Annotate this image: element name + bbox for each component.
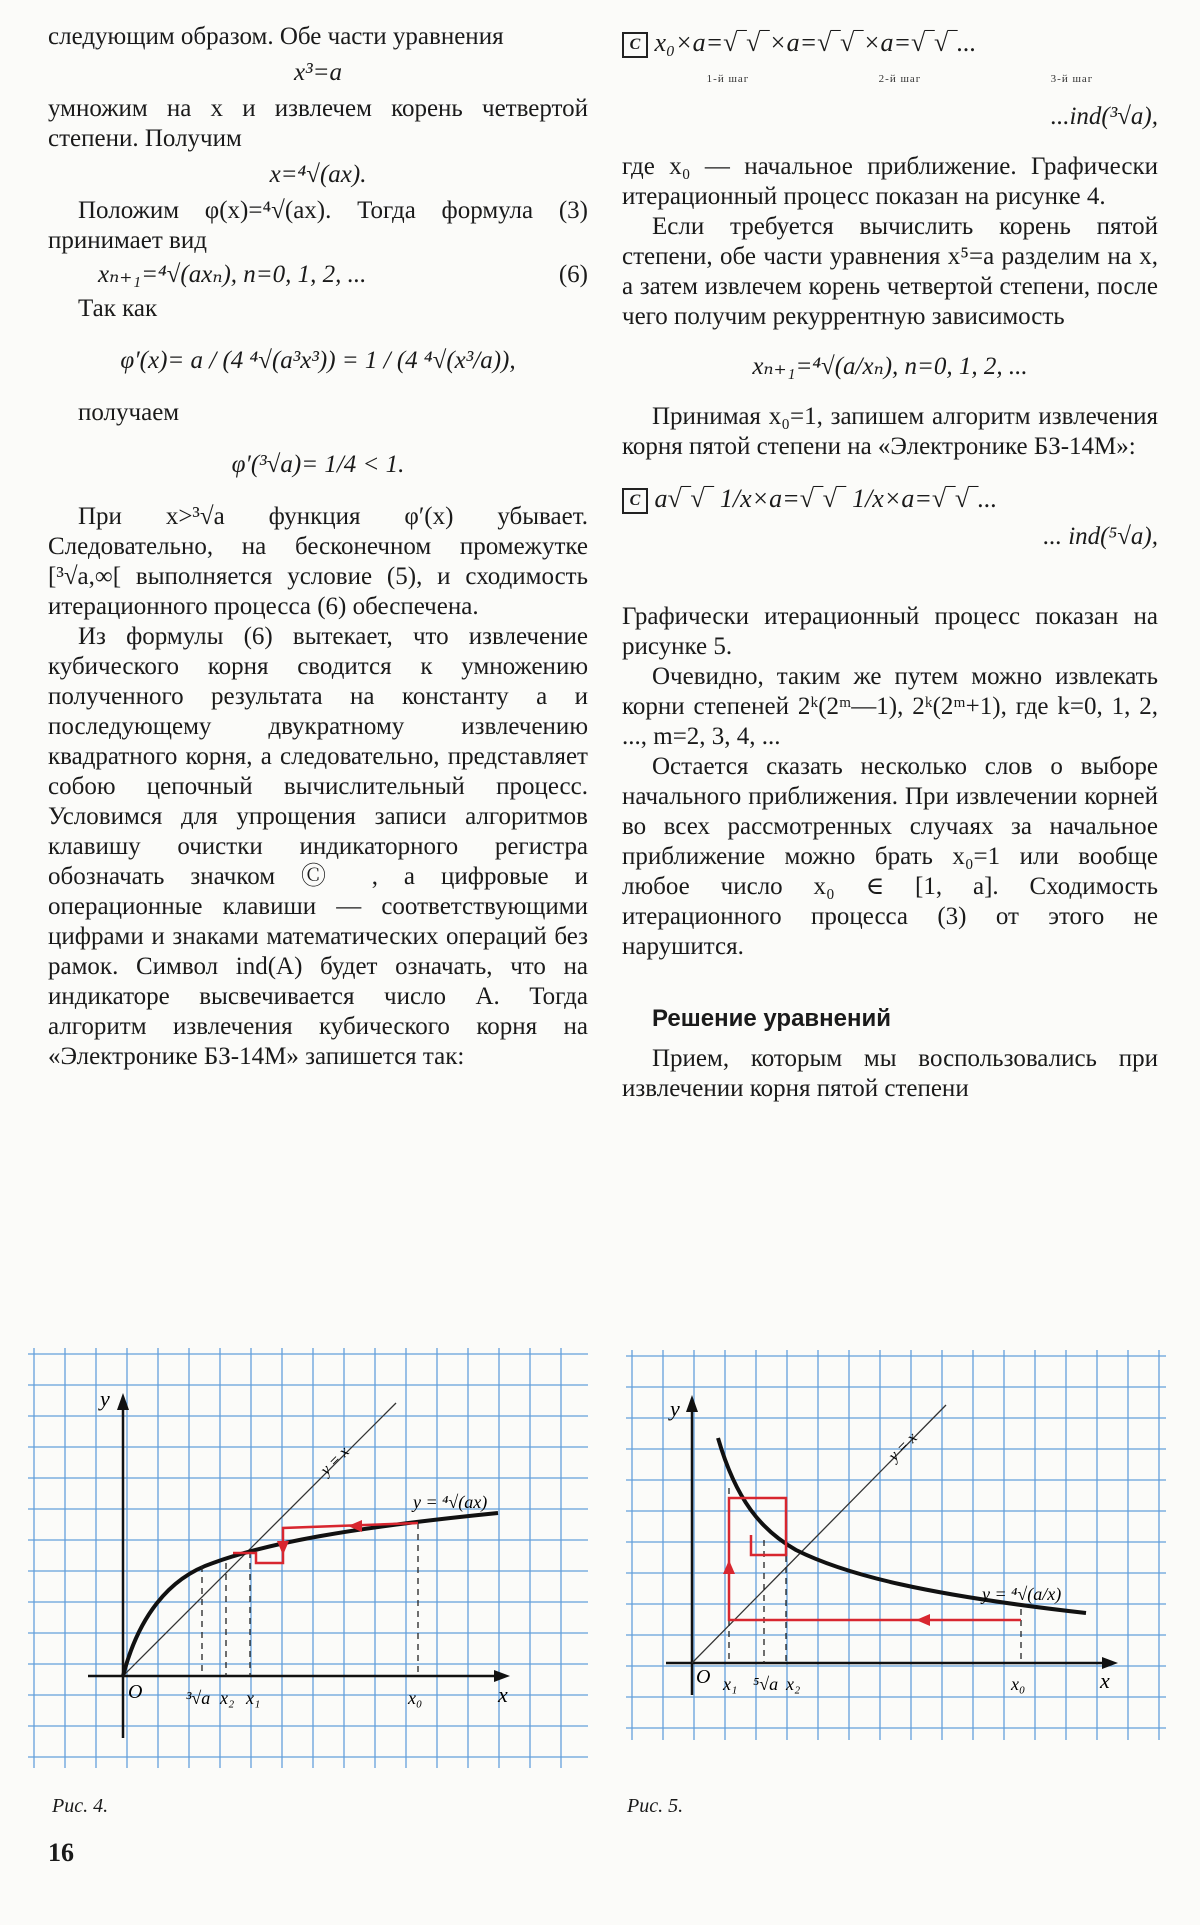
tick-label: ³√a bbox=[186, 1688, 211, 1708]
paragraph: получаем bbox=[78, 399, 180, 426]
paragraph: Если требуется вычислить корень пятой степени, обе части уравнения x⁵=a разделим на x, а затем извлечем корень четвертой степени, после чего получим рекуррентную зависимость bbox=[622, 213, 1158, 331]
paragraph: умножим на x и извлечем корень четвертой степени. Получим bbox=[48, 95, 588, 152]
axis-label: y bbox=[670, 1396, 680, 1421]
left-column bbox=[48, 22, 588, 1072]
arrow-icon bbox=[916, 1614, 930, 1626]
curve-label: y = ⁴√(ax) bbox=[413, 1492, 488, 1512]
algorithm-text: a√‾√‾ 1/x×a=√‾√‾ 1/x×a=√‾√‾... bbox=[654, 484, 998, 514]
formula: x³=a bbox=[294, 59, 342, 86]
paragraph: Так как bbox=[78, 295, 158, 322]
clear-key-icon: C bbox=[622, 488, 648, 514]
formula: φ′(x)= a / (4 ⁴√(a³x³)) = 1 / (4 ⁴√(x³/a)), bbox=[120, 347, 516, 374]
section-heading: Решение уравнений bbox=[652, 1005, 892, 1033]
step-label: 1-й шаг bbox=[706, 73, 750, 86]
formula: φ′(³√a)= 1/4 < 1. bbox=[231, 451, 405, 478]
tick-label: x₂ bbox=[786, 1674, 801, 1694]
paragraph: Положим φ(x)=⁴√(ax). Тогда формула (3) принимает вид bbox=[48, 197, 588, 254]
figure-caption: Рис. 4. bbox=[52, 1795, 109, 1817]
algorithm-result: ...ind(³√a), bbox=[1050, 103, 1158, 131]
line-label: y = x bbox=[317, 1443, 353, 1479]
right-column bbox=[622, 22, 1158, 1104]
line-label: y = x bbox=[885, 1429, 921, 1465]
algorithm-text: x₀×a=√‾√‾×a=√‾√‾×a=√‾√‾... bbox=[654, 28, 977, 57]
paragraph: Очевидно, таким же путем можно извлекать корни степеней 2ᵏ(2ᵐ—1), 2ᵏ(2ᵐ+1), где k=0, 1, 2, ..., m=2, 3, 4, ... bbox=[622, 663, 1158, 751]
paragraph: При x>³√a функция φ′(x) убывает. Следовательно, на бесконечном промежутке [³√a,∞[ выполняется условие (5), и сходимость итерационного процесса (6) обеспечена. bbox=[48, 503, 588, 620]
tick-label: x₀ bbox=[408, 1688, 423, 1708]
axis-label: y bbox=[100, 1386, 110, 1411]
y-axis-arrow-icon bbox=[686, 1395, 698, 1412]
tick-label: x₁ bbox=[723, 1674, 738, 1694]
formula: xₙ₊₁=⁴√(axₙ), n=0, 1, 2, ... bbox=[98, 261, 367, 288]
paragraph: где x₀ — начальное приближение. Графически итерационный процесс показан на рисунке 4. bbox=[622, 153, 1158, 211]
step-label: 2-й шаг bbox=[878, 73, 922, 86]
tick-label: ⁵√a bbox=[753, 1674, 779, 1694]
formula-numbered bbox=[98, 260, 588, 290]
figure-caption: Рис. 5. bbox=[627, 1795, 684, 1817]
clear-key-icon: C bbox=[622, 32, 648, 58]
paragraph: Принимая x₀=1, запишем алгоритм извлечения корня пятой степени на «Электронике БЗ-14М»: bbox=[622, 403, 1158, 461]
x-axis-arrow-icon bbox=[494, 1670, 510, 1682]
curve-label: y = ⁴√(a/x) bbox=[982, 1584, 1062, 1604]
step-label: 3-й шаг bbox=[1050, 73, 1094, 86]
paragraph: следующим образом. Обе части уравнения bbox=[48, 23, 504, 50]
paragraph: Прием, которым мы воспользовались при извлечении корня пятой степени bbox=[622, 1045, 1158, 1103]
formula: x=⁴√(ax). bbox=[269, 161, 367, 188]
paragraph: Из формулы (6) вытекает, что извлечение кубического корня сводится к умножению полученного результата на константу a и последующему двукратному извлечению квадратного корня, а следовательно, представляет собою цепочный вычислительный процесс. Условимся для упрощения записи алгоритмов клавишу очистки индикаторного регистра обозначать значком Ⓒ , а цифровые и операционные клавиши — соответствующими цифрами и знаками математических операций без рамок. Символ ind(A) будет означать, что на индикаторе высвечивается число A. Тогда алгоритм извлечения кубического корня на «Электронике БЗ-14М» запишется так: bbox=[48, 623, 588, 1070]
algorithm-1 bbox=[622, 28, 1158, 58]
algorithm-result: ... ind(⁵√a), bbox=[1043, 523, 1158, 551]
tick-label: x₁ bbox=[246, 1688, 261, 1708]
dashed-projections bbox=[729, 1488, 1021, 1663]
paragraph: Графически итерационный процесс показан на рисунке 5. bbox=[622, 603, 1158, 661]
formula: xₙ₊₁=⁴√(a/xₙ), n=0, 1, 2, ... bbox=[752, 353, 1028, 381]
curve bbox=[123, 1513, 498, 1676]
axis-label: x bbox=[498, 1682, 508, 1707]
figure-4 bbox=[28, 1348, 588, 1768]
dashed-projections bbox=[202, 1523, 418, 1676]
iteration-path bbox=[729, 1498, 1021, 1620]
origin-label: O bbox=[696, 1666, 711, 1688]
figure-5 bbox=[626, 1350, 1166, 1740]
paragraph: Остается сказать несколько слов о выборе начального приближения. При извлечении корней во всех рассмотренных случаях за начальное приближение можно брать x₀=1 или вообще любое число x₀ ∈ [1, a]. Сходимость итерационного процесса (3) от этого не нарушится. bbox=[622, 753, 1158, 961]
tick-label: x₀ bbox=[1011, 1674, 1026, 1694]
axis-label: x bbox=[1100, 1668, 1110, 1693]
arrow-icon bbox=[277, 1541, 289, 1555]
algorithm-2 bbox=[622, 484, 1158, 514]
equation-number: (6) bbox=[558, 261, 588, 288]
tick-label: x₂ bbox=[220, 1688, 235, 1708]
origin-label: O bbox=[128, 1681, 143, 1703]
page-number: 16 bbox=[48, 1838, 74, 1867]
iteration-path bbox=[233, 1523, 418, 1563]
step-labels bbox=[642, 64, 1158, 94]
